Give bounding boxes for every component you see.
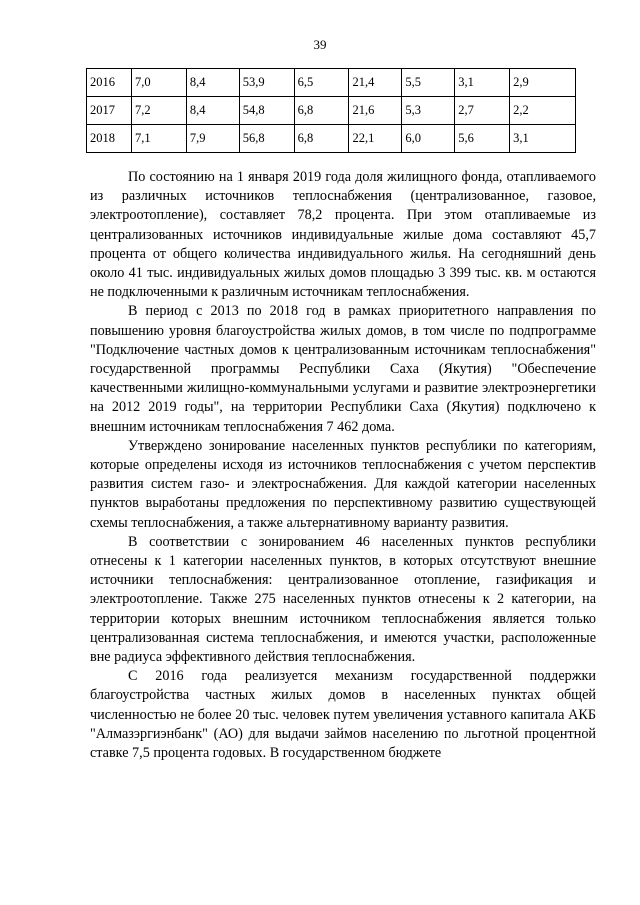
table-cell: 3,1 [510, 125, 576, 153]
table-cell: 21,4 [349, 69, 402, 97]
table-cell: 8,4 [186, 69, 239, 97]
table-cell-year: 2017 [87, 97, 132, 125]
table-row [87, 69, 576, 97]
table-cell: 3,1 [455, 69, 510, 97]
table-cell: 8,4 [186, 97, 239, 125]
table-cell: 21,6 [349, 97, 402, 125]
paragraph: По состоянию на 1 января 2019 года доля жилищного фонда, отапливаемого из различных источников теплоснабжения (централизованное, газовое, электроотопление), составляет 78,2 процента. При этом отапливаемые из централизованных источников индивидуальные жилые дома составляют 45,7 процента от общего количества индивидуального жилья. На сегодняшний день около 41 тыс. индивидуальных жилых домов площадью 3 399 тыс. кв. м остаются не подключенными к различным источникам теплоснабжения. [90, 169, 596, 301]
table-cell: 7,2 [131, 97, 186, 125]
table-cell: 56,8 [239, 125, 294, 153]
table-cell: 22,1 [349, 125, 402, 153]
data-table [86, 68, 576, 153]
table-cell: 7,0 [131, 69, 186, 97]
paragraph: Утверждено зонирование населенных пунктов республики по категориям, которые определены исходя из источников теплоснабжения с учетом перспектив развития систем газо- и электроснабжения. Для каждой категории населенных пунктов выработаны предложения по перспективному развитию существующей схемы теплоснабжения, а также альтернативному варианту развития. [90, 437, 596, 531]
table-cell: 7,1 [131, 125, 186, 153]
table-cell-year: 2018 [87, 125, 132, 153]
table-row [87, 125, 576, 153]
table-cell: 6,0 [402, 125, 455, 153]
table-cell: 5,3 [402, 97, 455, 125]
body-text [90, 168, 596, 763]
table-cell: 5,6 [455, 125, 510, 153]
table-cell: 7,9 [186, 125, 239, 153]
table-cell: 2,9 [510, 69, 576, 97]
paragraph: В соответствии с зонированием 46 населенных пунктов республики отнесены к 1 категории населенных пунктов, в которых отсутствуют внешние источники теплоснабжения: централизованное отопление, газификация и электроотопление. Также 275 населенных пунктов отнесены к 2 категории, на территории которых внешним источником теплоснабжения является только централизованная система теплоснабжения, и имеются участки, расположенные вне радиуса эффективного действия теплоснабжения. [90, 533, 596, 666]
table-cell: 6,5 [294, 69, 349, 97]
paragraph: С 2016 года реализуется механизм государственной поддержки благоустройства частных жилых домов в населенных пунктах общей численностью не более 20 тыс. человек путем увеличения уставного капитала АКБ "Алмазэргиэнбанк" (АО) для выдачи займов населению по льготной процентной ставке 7,5 процента годовых. В государственном бюджете [90, 668, 596, 762]
table-cell: 53,9 [239, 69, 294, 97]
table-cell: 54,8 [239, 97, 294, 125]
table-cell: 5,5 [402, 69, 455, 97]
table-cell: 6,8 [294, 125, 349, 153]
table-row [87, 97, 576, 125]
page-number: 39 [313, 37, 327, 52]
paragraph: В период с 2013 по 2018 год в рамках приоритетного направления по повышению уровня благоустройства жилых домов, в том числе по подпрограмме "Подключение частных домов к централизованным источникам теплоснабжения" государственной программы Республики Саха (Якутия) "Обеспечение качественными жилищно-коммунальными услугами и развитие электроэнергетики на 2012 2019 годы", на территории Республики Саха (Якутия) подключено к внешним источникам теплоснабжения 7 462 дома. [90, 303, 596, 435]
table-cell: 2,2 [510, 97, 576, 125]
table-cell-year: 2016 [87, 69, 132, 97]
table-cell: 2,7 [455, 97, 510, 125]
table-cell: 6,8 [294, 97, 349, 125]
